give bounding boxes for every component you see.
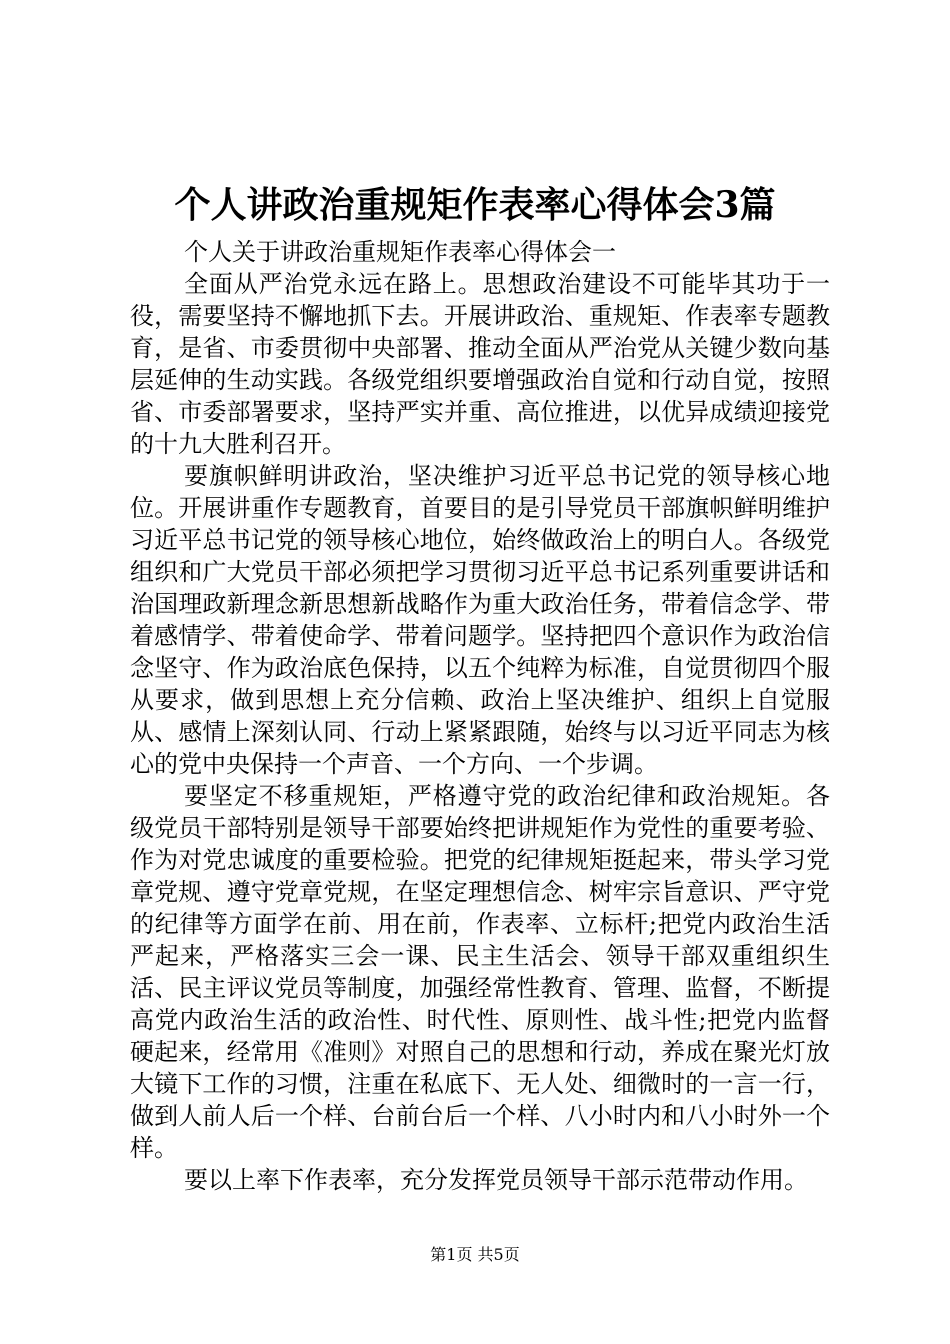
body-paragraph: 全面从严治党永远在路上。思想政治建设不可能毕其功于一役，需要坚持不懈地抓下去。开展讲政治、重规矩、作表率专题教育，是省、市委贯彻中央部署、推动全面从严治党从关键少数向基层延伸的生动实践。各级党组织要增强政治自觉和行动自觉，按照省、市委部署要求，坚持严实并重、高位推进，以优异成绩迎接党的十九大胜利召开。 [130, 270, 830, 458]
body-paragraph: 要以上率下作表率，充分发挥党员领导干部示范带动作用。 [184, 1166, 808, 1194]
subtitle-paragraph: 个人关于讲政治重规矩作表率心得体会一 [184, 238, 616, 266]
body-paragraph: 要坚定不移重规矩，严格遵守党的政治纪律和政治规矩。各级党员干部特别是领导干部要始终把讲规矩作为党性的重要考验、作为对党忠诚度的重要检验。把党的纪律规矩挺起来，带头学习党章党规、遵守党章党规，在坚定理想信念、树牢宗旨意识、严守党的纪律等方面学在前、用在前，作表率、立标杆;把党内政治生活严起来，严格落实三会一课、民主生活会、领导干部双重组织生活、民主评议党员等制度，加强经常性教育、管理、监督，不断提高党内政治生活的政治性、时代性、原则性、战斗性;把党内监督硬起来，经常用《准则》对照自己的思想和行动，养成在聚光灯放大镜下工作的习惯，注重在私底下、无人处、细微时的一言一行，做到人前人后一个样、台前台后一个样、八小时内和八小时外一个样。 [130, 782, 830, 1162]
document-title: 个人讲政治重规矩作表率心得体会3篇 [174, 184, 776, 226]
document-body [130, 236, 830, 1196]
body-paragraph: 要旗帜鲜明讲政治，坚决维护习近平总书记党的领导核心地位。开展讲重作专题教育，首要目的是引导党员干部旗帜鲜明维护习近平总书记党的领导核心地位，始终做政治上的明白人。各级党组织和广大党员干部必须把学习贯彻习近平总书记系列重要讲话和治国理政新理念新思想新战略作为重大政治任务，带着信念学、带着感情学、带着使命学、带着问题学。坚持把四个意识作为政治信念坚守、作为政治底色保持，以五个纯粹为标准，自觉贯彻四个服从要求，做到思想上充分信赖、政治上坚决维护、组织上自觉服从、感情上深刻认同、行动上紧紧跟随，始终与以习近平同志为核心的党中央保持一个声音、一个方向、一个步调。 [130, 462, 830, 778]
page-number-footer: 第1页 共5页 [430, 1245, 520, 1264]
